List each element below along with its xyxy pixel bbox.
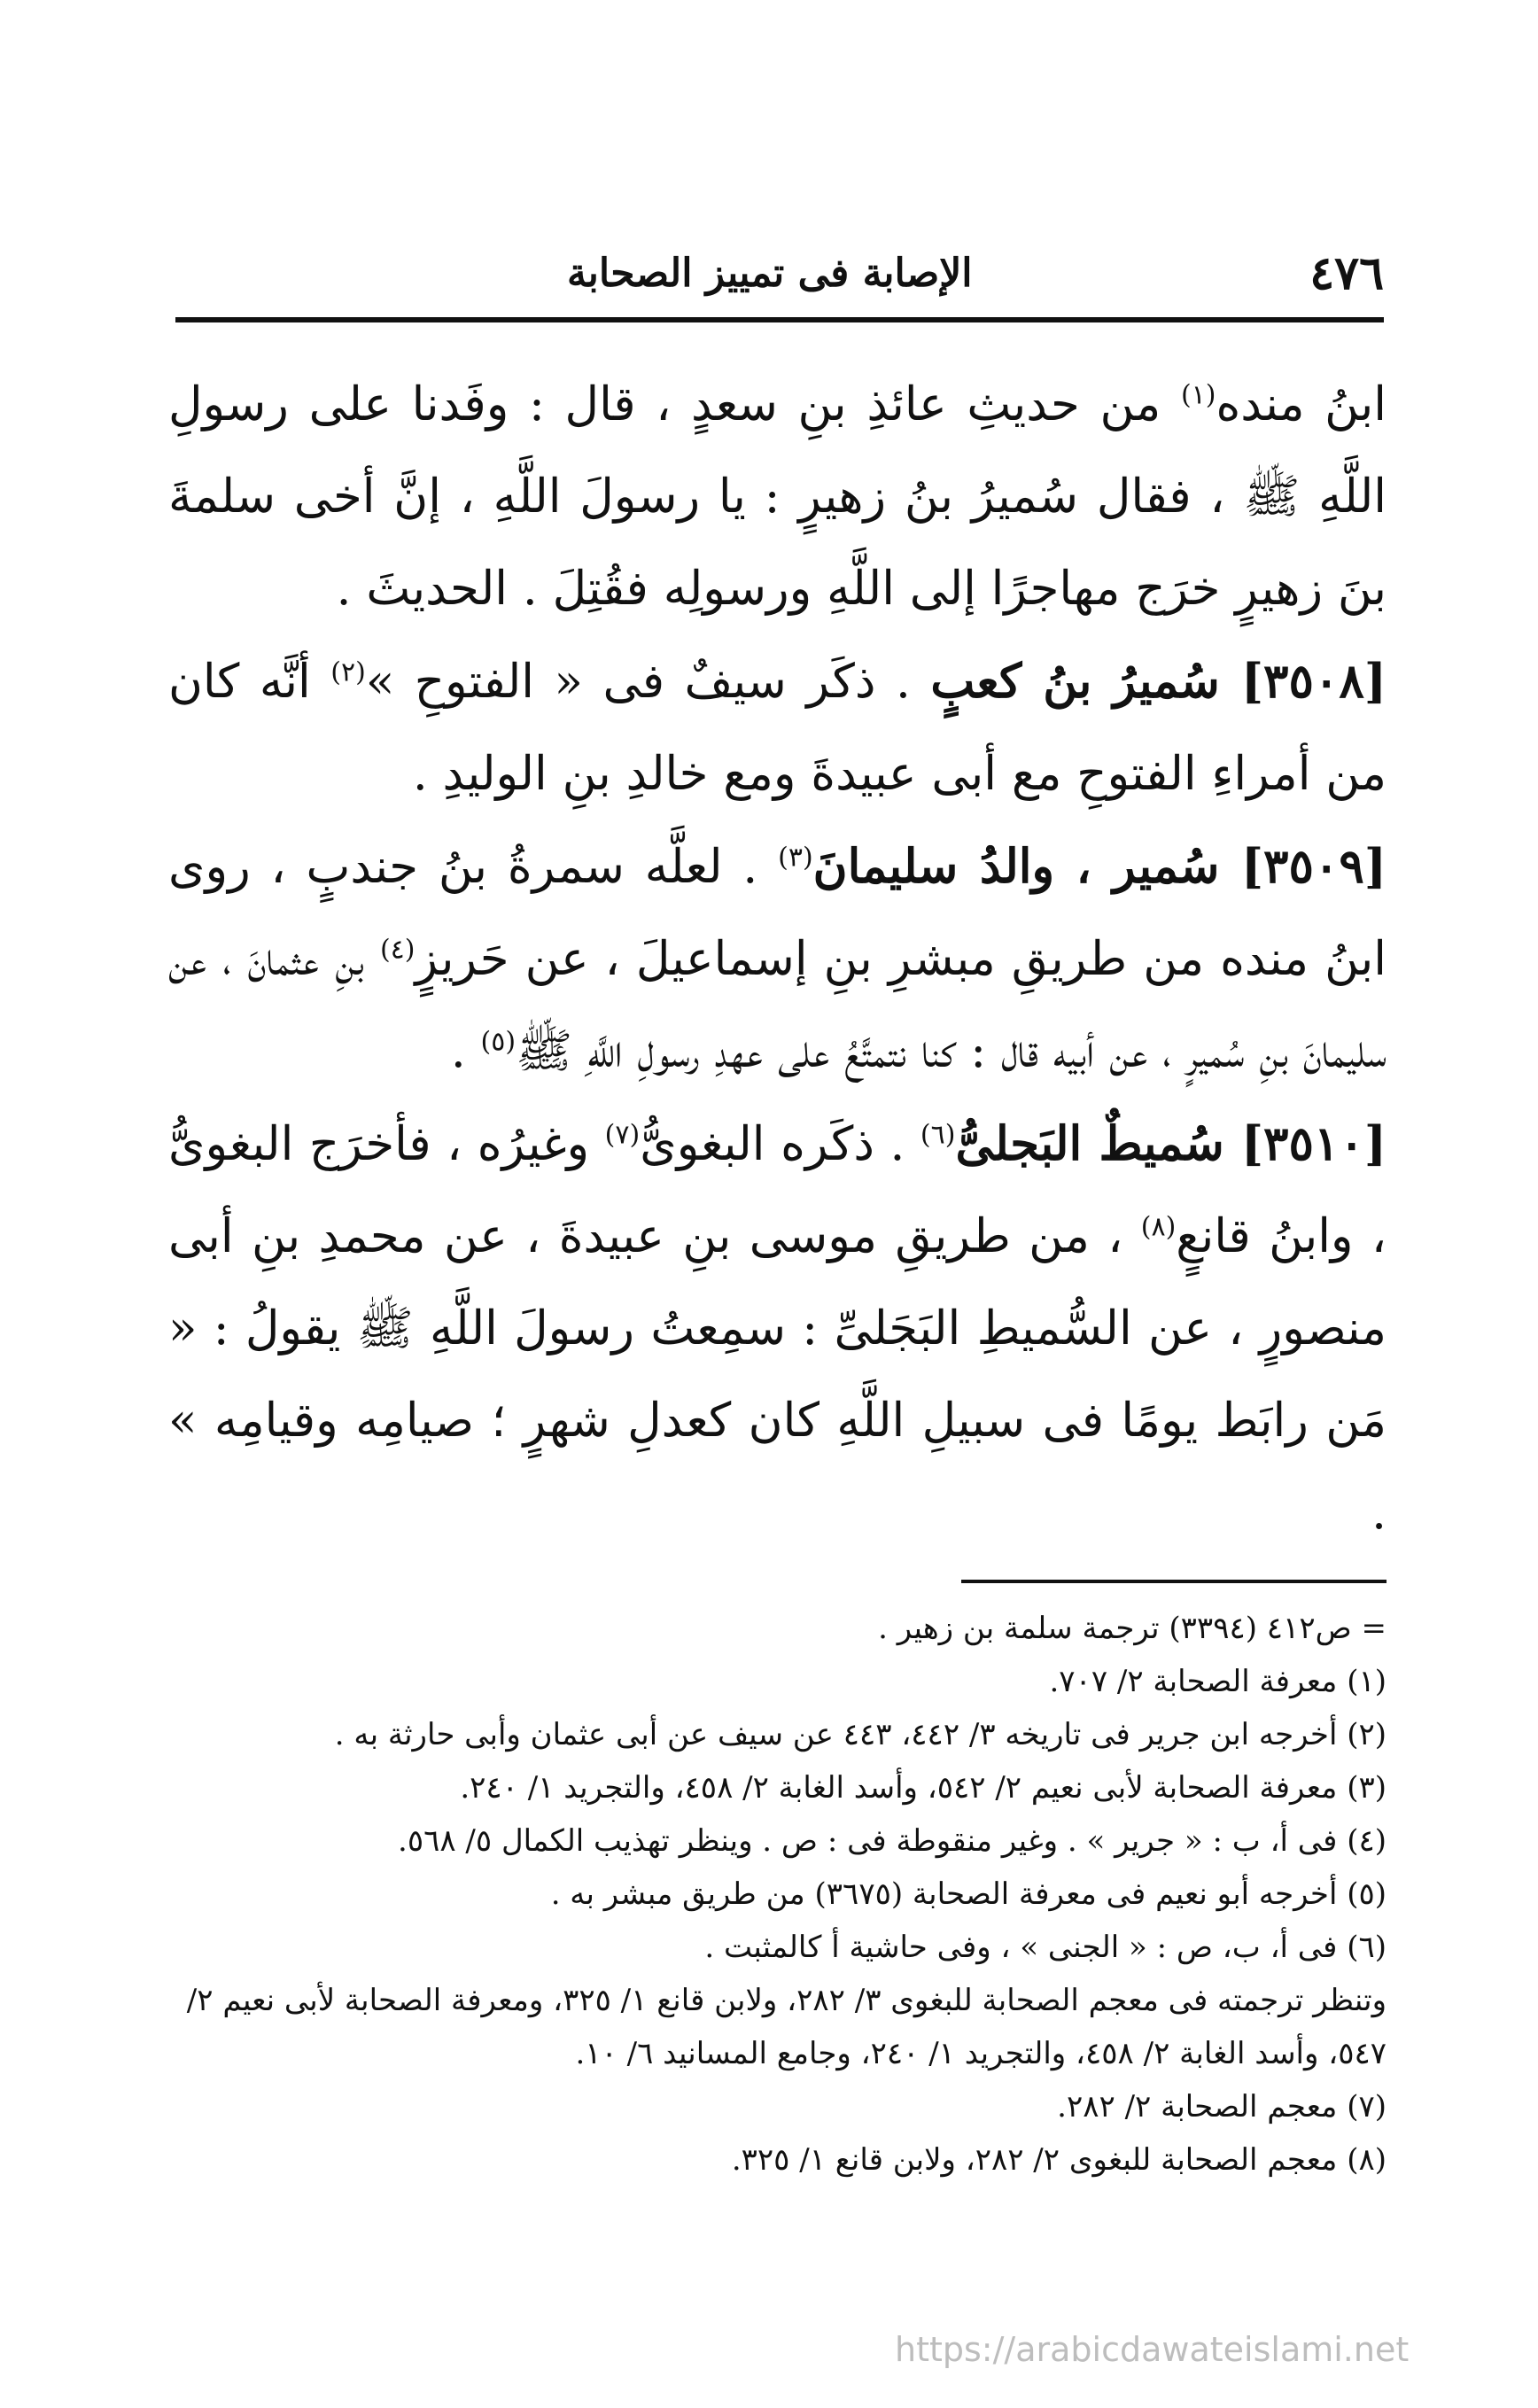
- paragraph-text: ابنُ منده: [1216, 377, 1387, 431]
- footnote-label: (٨): [1347, 2142, 1387, 2178]
- entry-name: سُميرُ بنُ كعبٍ: [930, 654, 1241, 709]
- footnote-6-continued: وتنظر ترجمته فى معجم الصحابة للبغوى ٣/ ٢٨٢، ولابن قانع ١/ ٣٢٥، ومعرفة الصحابة لأبى نعيم ٢/ ٥٤٧، وأسد الغابة ٢/ ٤٥٨، والتجريد ١/ ٢٤٠، وجامع المسانيد ٦/ ١٠.: [186, 1983, 1387, 2071]
- footnote-text: أخرجه أبو نعيم فى معرفة الصحابة (٣٦٧٥) من طريق مبشر به .: [550, 1876, 1348, 1912]
- running-title: الإصابة فى تمييز الصحابة: [567, 250, 973, 296]
- footnote-text: معرفة الصحابة ٢/ ٧٠٧.: [1049, 1664, 1348, 1699]
- entry-name: سُميطٌ البَجلىُّ: [955, 1116, 1241, 1171]
- paragraph-text: ، من طريقِ موسى بنِ عبيدةَ ، عن محمدِ بنِ أبى منصورٍ ، عن السُّميطِ البَجَلىِّ : سمِعتُ رسولَ اللَّهِ ﷺ يقولُ : « مَن رابَط يومًا فى سبيلِ اللَّهِ كان كعدلِ شهرٍ ؛ صيامِه وقيامِه » .: [168, 1209, 1387, 1540]
- footnote-text: معرفة الصحابة لأبى نعيم ٢/ ٥٤٢، وأسد الغابة ٢/ ٤٥٨، والتجريد ١/ ٢٤٠.: [460, 1770, 1348, 1806]
- entry-3510: [168, 1098, 1387, 1559]
- watermark-url: https://arabicdawateislami.net: [895, 2330, 1410, 2369]
- footnote-5: [168, 1868, 1387, 1921]
- footnote-1: [168, 1655, 1387, 1708]
- footnote-ref[interactable]: (٥): [480, 1026, 517, 1058]
- footnotes: [168, 1602, 1387, 2187]
- footnote-6: [168, 1921, 1387, 1974]
- footnote-label: (١): [1347, 1664, 1387, 1699]
- footnote-ref[interactable]: (٨): [1140, 1211, 1177, 1243]
- footnote-label: (٧): [1347, 2089, 1387, 2124]
- footnote-label: (٤): [1347, 1823, 1387, 1859]
- entry-number: [٣٥١٠]: [1240, 1116, 1387, 1171]
- entry-name: سُمير ، والدُ سليمانَ: [812, 839, 1241, 894]
- footnote-label: (٦): [1347, 1930, 1387, 1965]
- paragraph-intro: [168, 359, 1387, 635]
- footnote-divider: [961, 1580, 1387, 1583]
- header-divider: [175, 317, 1384, 322]
- footnote-label: (٥): [1347, 1876, 1387, 1912]
- main-text: [168, 359, 1387, 1559]
- entry-3509: [168, 820, 1387, 1098]
- paragraph-text: . ذكَر سيفٌ فى « الفتوحِ »: [365, 655, 931, 709]
- paragraph-text: . ذكَره البغوىُّ: [640, 1117, 920, 1171]
- entry-number: [٣٥٠٨]: [1240, 654, 1387, 709]
- paragraph-text: أنَّه كان من أمراءِ الفتوحِ مع أبى عبيدةَ ومع خالدِ بنِ الوليدِ .: [168, 655, 1387, 801]
- footnote-text: فى أ، ب، ص : « الجنى » ، وفى حاشية أ كالمثبت .: [704, 1930, 1348, 1965]
- footnote-ref[interactable]: (٦): [920, 1119, 956, 1151]
- footnote-text: معجم الصحابة ٢/ ٢٨٢.: [1057, 2089, 1348, 2124]
- footnote-ref[interactable]: (٢): [330, 656, 366, 688]
- paragraph-text: وغيرُه ، فأخرَج البغوىُّ ، وابنُ قانعٍ: [168, 1117, 1387, 1263]
- page-number: ٤٧٦: [1309, 245, 1384, 300]
- footnote-text: فى أ، ب : « جرير » . وغير منقوطة فى : ص . وينظر تهذيب الكمال ٥/ ٥٦٨.: [398, 1823, 1348, 1859]
- footnote-ref[interactable]: (٣): [778, 842, 813, 874]
- paragraph-text: .: [450, 1024, 481, 1078]
- footnote-2: [168, 1708, 1387, 1761]
- footnote-text: معجم الصحابة للبغوى ٢/ ٢٨٢، ولابن قانع ١/ ٣٢٥.: [731, 2142, 1348, 2178]
- paragraph-text: من حديثِ عائذِ بنِ سعدٍ ، قال : وفَدنا على رسولِ اللَّهِ ﷺ ، فقال سُميرُ بنُ زهيرٍ : يا رسولَ اللَّهِ ، إنَّ أخى سلمةَ بنَ زهيرٍ خرَج مهاجرًا إلى اللَّهِ ورسولِه فقُتِلَ . الحديثَ .: [168, 377, 1387, 616]
- footnote-7: [168, 2080, 1387, 2133]
- paragraph-text: بنِ عثمانَ ، عن سليمانَ بنِ سُميرٍ ، عن أبيه قال : كنا نتمتَّعُ على عهدِ رسولِ اللَّهِ ﷺ: [168, 932, 1387, 1078]
- paragraph-text: . لعلَّه سمرةُ بنُ جندبٍ ، روى ابنُ منده من طريقِ مبشرِ بنِ إسماعيلَ ، عن حَريزٍ: [168, 840, 1387, 986]
- footnote-continuation: = ص٤١٢ (٣٣٩٤) ترجمة سلمة بن زهير .: [878, 1611, 1387, 1646]
- footnote-text: أخرجه ابن جرير فى تاريخه ٣/ ٤٤٢، ٤٤٣ عن سيف عن أبى عثمان وأبى حارثة به .: [334, 1717, 1348, 1752]
- footnote-3: [168, 1761, 1387, 1814]
- entry-number: [٣٥٠٩]: [1240, 839, 1387, 894]
- page-header: [177, 246, 1384, 299]
- footnote-4: [168, 1814, 1387, 1868]
- footnote-ref[interactable]: (٧): [604, 1119, 641, 1151]
- footnote-label: (٣): [1347, 1770, 1387, 1806]
- footnote-ref[interactable]: (٤): [379, 934, 416, 966]
- entry-3508: [168, 635, 1387, 820]
- footnote-ref[interactable]: (١): [1180, 379, 1216, 411]
- footnote-label: (٢): [1347, 1717, 1387, 1752]
- footnote-8: [168, 2133, 1387, 2187]
